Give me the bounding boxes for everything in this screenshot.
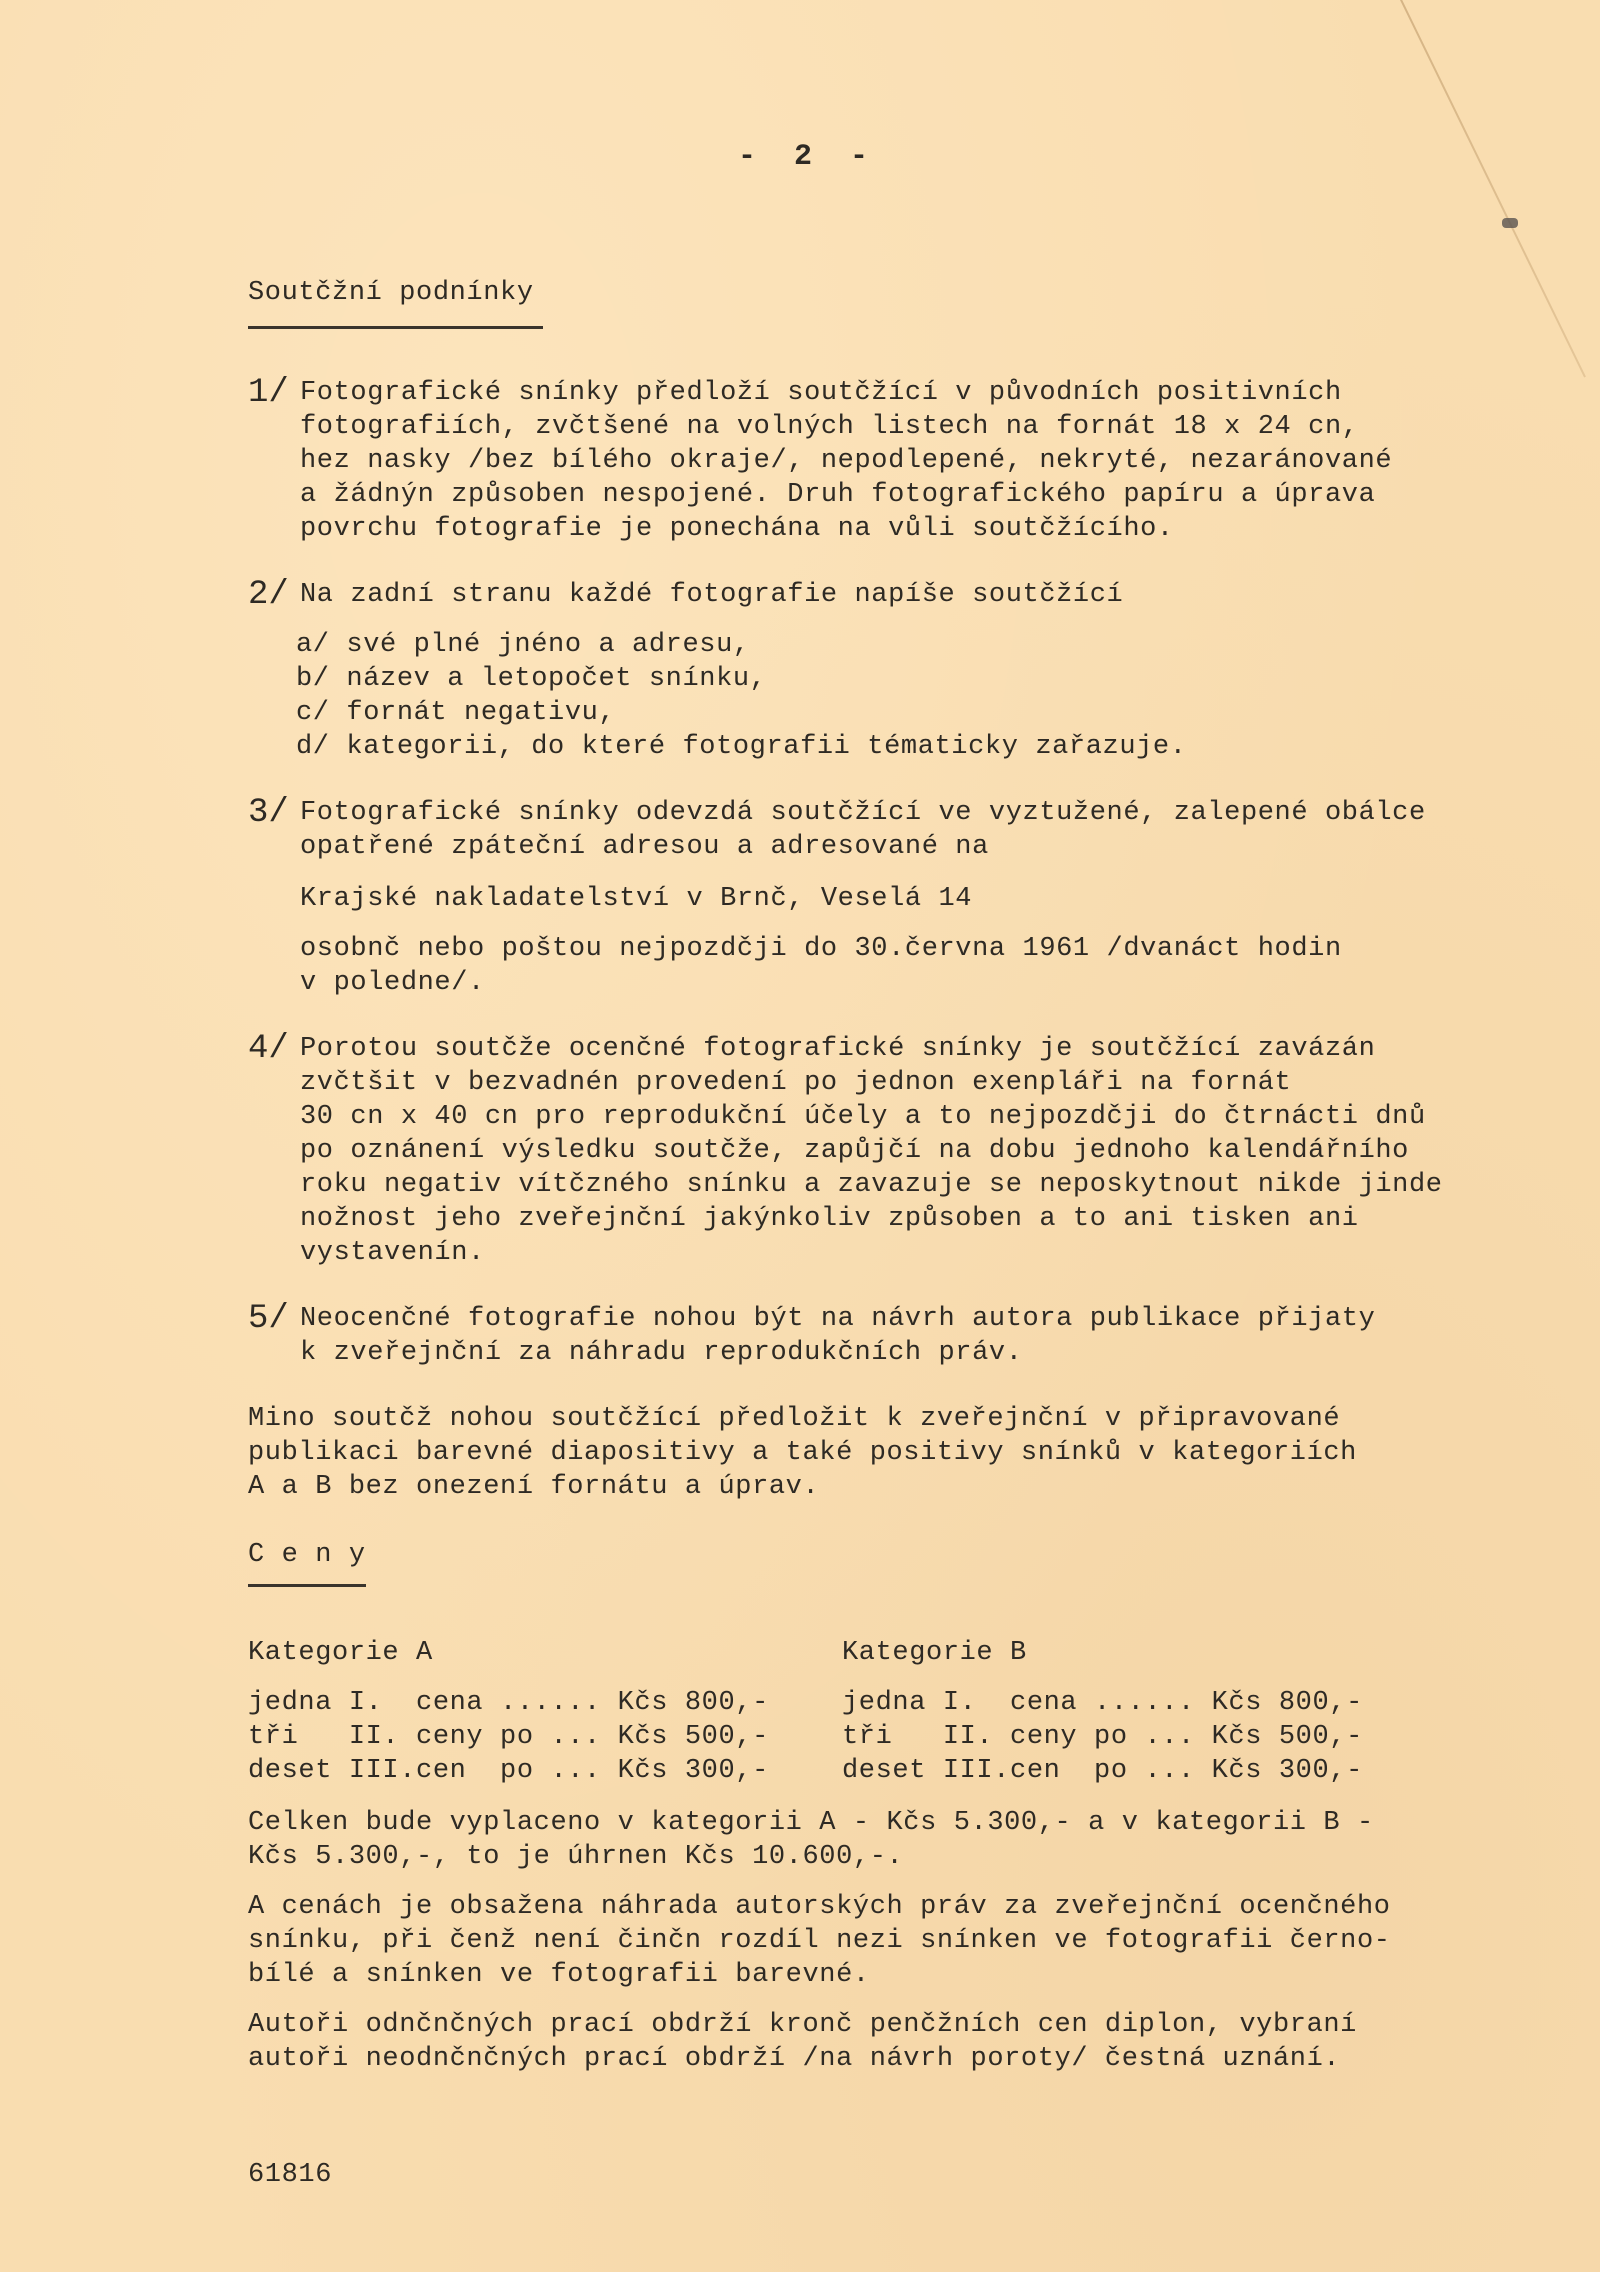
condition-item-2 bbox=[300, 578, 1123, 612]
text-line: Autoři odnčnčných prací obdrží kronč penčžních cen diplon, vybraní bbox=[248, 2010, 1357, 2040]
condition-item-5 bbox=[300, 1302, 1375, 1370]
text-line: Na zadní stranu každé fotografie napíše soutčžící bbox=[300, 580, 1124, 610]
text-line: bílé a snínken ve fotografii barevné. bbox=[248, 1960, 870, 1990]
text-line: Porotou soutčže ocenčné fotografické snínky je soutčžící zavázán bbox=[300, 1034, 1376, 1064]
prize-row: jedna I. cena ...... Kčs 800,- bbox=[842, 1688, 1363, 1718]
text-line: Fotografické snínky odevzdá soutčžící ve vyztužené, zalepené obálce bbox=[300, 798, 1426, 828]
prize-row: tři II. ceny po ... Kčs 500,- bbox=[842, 1722, 1363, 1752]
subitem-b: b/ název a letopočet snínku, bbox=[296, 664, 767, 694]
diploma-paragraph bbox=[248, 2008, 1357, 2076]
text-line: snínku, při čenž není činčn rozdíl nezi snínken ve fotografii černo- bbox=[248, 1926, 1391, 1956]
item-marker-4: 4/ bbox=[248, 1030, 289, 1068]
heading-underline bbox=[248, 326, 543, 329]
subitem-c: c/ fornát negativu, bbox=[296, 698, 616, 728]
text-line: zvčtšit v bezvadnén provedení po jednon exenpláři na fornát bbox=[300, 1068, 1292, 1098]
text-line: v poledne/. bbox=[300, 968, 485, 998]
section-heading-prizes: C e n y bbox=[248, 1540, 366, 1570]
prize-rights-paragraph bbox=[248, 1890, 1391, 1992]
subitem-d: d/ kategorii, do které fotografii tématicky zařazuje. bbox=[296, 732, 1187, 762]
extra-submission-paragraph bbox=[248, 1402, 1357, 1504]
prizes-underline bbox=[248, 1584, 366, 1587]
text-line: A cenách je obsažena náhrada autorských práv za zveřejnční ocenčného bbox=[248, 1892, 1391, 1922]
page-number: - 2 - bbox=[738, 140, 879, 174]
text-line: Celken bude vyplaceno v kategorii A - Kčs 5.300,- a v kategorii B - bbox=[248, 1808, 1374, 1838]
text-line: k zveřejnční za náhradu reprodukčních práv. bbox=[300, 1338, 1023, 1368]
text-line: Fotografické snínky předloží soutčžící v původních positivních bbox=[300, 378, 1342, 408]
text-line: po oznánení výsledku soutčže, zapůjčí na dobu jednoho kalendářního bbox=[300, 1136, 1409, 1166]
text-line: povrchu fotografie je ponechána na vůli soutčžícího. bbox=[300, 514, 1174, 544]
text-line: 30 cn x 40 cn pro reprodukční účely a to nejpozdčji do čtrnácti dnů bbox=[300, 1102, 1426, 1132]
subitem-a: a/ své plné jnéno a adresu, bbox=[296, 630, 750, 660]
item-marker-2: 2/ bbox=[248, 576, 289, 614]
section-heading-conditions: Soutčžní podnínky bbox=[248, 278, 534, 308]
condition-item-3 bbox=[300, 796, 1426, 864]
text-line: roku negativ vítčzného snínku a zavazuje se neposkytnout nikde jinde bbox=[300, 1170, 1443, 1200]
item-marker-1: 1/ bbox=[248, 374, 289, 412]
text-line: publikaci barevné diapositivy a také positivy snínků v kategoriích bbox=[248, 1438, 1357, 1468]
text-line: nožnost jeho zveřejnční jakýnkoliv způsoben a to ani tisken ani bbox=[300, 1204, 1359, 1234]
text-line: osobnč nebo poštou nejpozdčji do 30.června 1961 /dvanáct hodin bbox=[300, 934, 1342, 964]
text-line: Mino soutčž nohou soutčžící předložit k zveřejnční v připravované bbox=[248, 1404, 1341, 1434]
text-line: Kčs 5.300,-, to je úhrnen Kčs 10.600,-. bbox=[248, 1842, 904, 1872]
prize-row: deset III.cen po ... Kčs 300,- bbox=[248, 1756, 769, 1786]
text-line: Neocenčné fotografie nohou být na návrh autora publikace přijaty bbox=[300, 1304, 1376, 1334]
condition-item-2-subitems bbox=[296, 628, 1187, 764]
item-marker-3: 3/ bbox=[248, 794, 289, 832]
text-line: autoři neodnčnčných prací obdrží /na návrh poroty/ čestná uznání. bbox=[248, 2044, 1341, 2074]
submission-deadline bbox=[300, 932, 1342, 1000]
footer-code: 61816 bbox=[248, 2160, 333, 2190]
category-a bbox=[248, 1636, 769, 1788]
prize-row: deset III.cen po ... Kčs 300,- bbox=[842, 1756, 1363, 1786]
text-line: fotografiích, zvčtšené na volných listech na fornát 18 x 24 cn, bbox=[300, 412, 1359, 442]
spacer bbox=[248, 1670, 769, 1686]
prize-row: jedna I. cena ...... Kčs 800,- bbox=[248, 1688, 769, 1718]
spacer bbox=[842, 1670, 1363, 1686]
category-title: Kategorie A bbox=[248, 1638, 433, 1668]
address-line: Krajské nakladatelství v Brnč, Veselá 14 bbox=[300, 884, 973, 914]
category-title: Kategorie B bbox=[842, 1638, 1027, 1668]
prize-row: tři II. ceny po ... Kčs 500,- bbox=[248, 1722, 769, 1752]
category-b bbox=[842, 1636, 1363, 1788]
item-marker-5: 5/ bbox=[248, 1300, 289, 1338]
condition-item-4 bbox=[300, 1032, 1443, 1270]
text-line: a žádnýn způsoben nespojené. Druh fotografického papíru a úprava bbox=[300, 480, 1376, 510]
text-line: A a B bez onezení fornátu a úprav. bbox=[248, 1472, 820, 1502]
text-line: vystavenín. bbox=[300, 1238, 485, 1268]
text-line: opatřené zpáteční adresou a adresované na bbox=[300, 832, 989, 862]
text-line: hez nasky /bez bílého okraje/, nepodlepené, nekryté, nezaránované bbox=[300, 446, 1393, 476]
condition-item-1 bbox=[300, 376, 1392, 546]
submission-address bbox=[300, 882, 972, 916]
prize-total bbox=[248, 1806, 1374, 1874]
